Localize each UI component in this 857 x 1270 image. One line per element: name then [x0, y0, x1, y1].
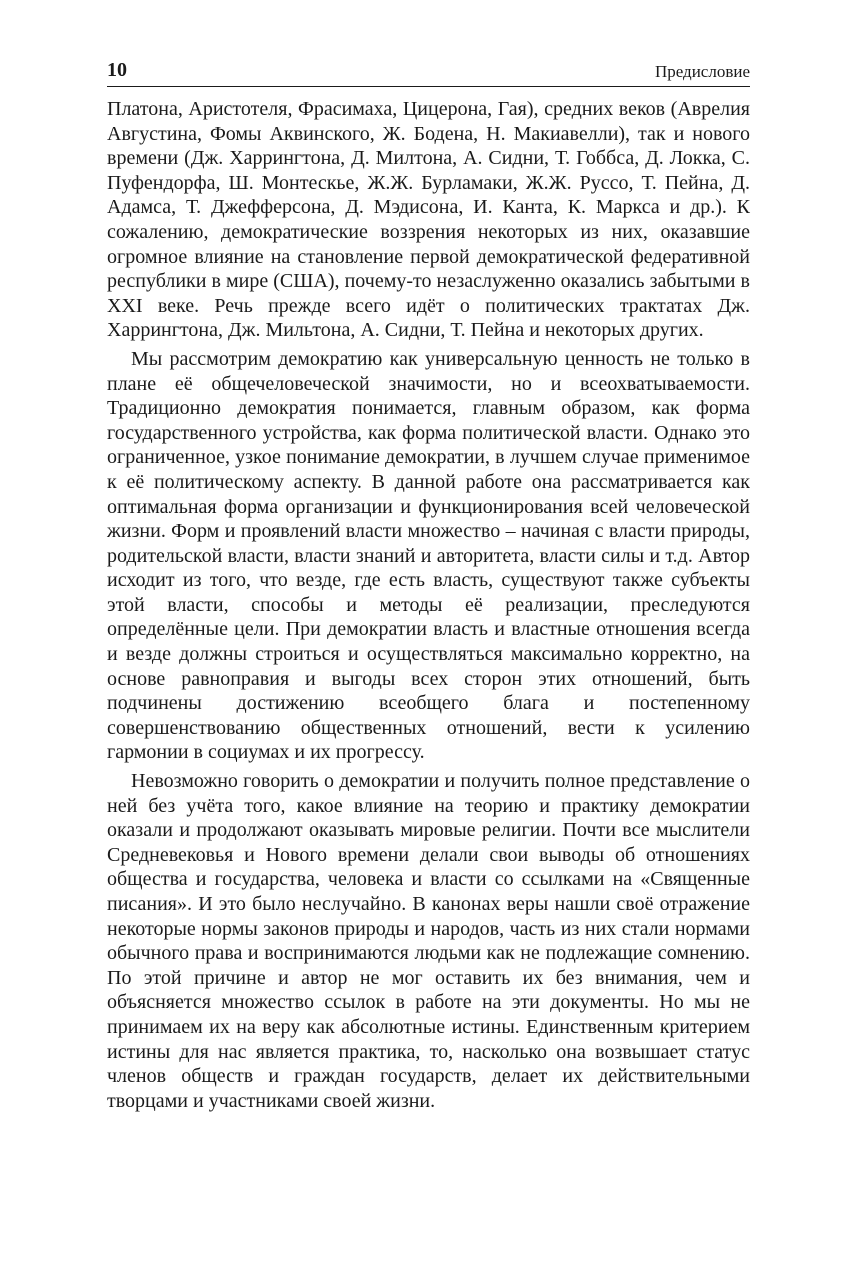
page-number: 10 — [107, 59, 127, 81]
section-title: Предисловие — [654, 62, 750, 81]
paragraph-democracy-universal-value: Мы рассмотрим демократию как универсальную ценность не только в плане её общечеловеческой значимости, но и всеохватываемости. Традиционно демократия понимается, главным образом, как форма государственного устройства, как форма политической власти. Однако это ограниченное, узкое понимание демократии, в лучшем случае применимое к её политическому аспекту. В данной работе она рассматривается как оптимальная форма организации и функционирования всей человеческой жизни. Форм и проявлений власти множество – начиная с власти природы, родительской власти, власти знаний и авторитета, власти силы и т.д. Автор исходит из того, что везде, где есть власть, существуют также субъекты этой власти, способы и методы её реализации, преследуются определённые цели. При демократии власть и властные отношения всегда и везде должны строиться и осуществляться максимально корректно, на основе равноправия и выгоды всех сторон этих отношений, быть подчинены достижению всеобщего блага и постепенному совершенствованию общественных отношений, вести к усилению гармонии в социумах и их прогрессу. — [107, 347, 750, 764]
paragraph-democracy-and-religion: Невозможно говорить о демократии и получить полное представление о ней без учёта того, какое влияние на теорию и практику демократии оказали и продолжают оказывать мировые религии. Почти все мыслители Средневековья и Нового времени делали свои выводы об отношениях общества и государства, человека и власти со ссылками на «Священные писания». И это было неслучайно. В канонах веры нашли своё отражение некоторые нормы законов природы и народов, часть из них стали нормами обычного права и воспринимаются людьми как не подлежащие сомнению. По этой причине и автор не мог оставить их без внимания, чем и объясняется множество ссылок в работе на эти документы. Но мы не принимаем их на веру как абсолютные истины. Единственным критерием истины для нас является практика, то, насколько она возвышает статус членов обществ и граждан государств, делает их действительными творцами и участниками своей жизни. — [107, 770, 750, 1112]
body-text — [107, 97, 750, 1113]
paragraph-continuation: Платона, Аристотеля, Фрасимаха, Цицерона, Гая), средних веков (Аврелия Августина, Фомы Аквинского, Ж. Бодена, Н. Макиавелли), так и нового времени (Дж. Харрингтона, Д. Милтона, А. Сидни, Т. Гоббса, Д. Локка, С. Пуфендорфа, Ш. Монтескье, Ж.Ж. Бурламаки, Ж.Ж. Руссо, Т. Пейна, Д. Адамса, Т. Джефферсона, Д. Мэдисона, И. Канта, К. Маркса и др.). К сожалению, демократические воззрения некоторых из них, оказавшие огромное влияние на становление первой демократической федеративной республики в мире (США), почему-то незаслуженно оказались забытыми в XXI веке. Речь прежде всего идёт о политических трактатах Дж. Харрингтона, Дж. Мильтона, А. Сидни, Т. Пейна и некоторых других. — [107, 98, 750, 342]
running-header — [107, 52, 750, 87]
